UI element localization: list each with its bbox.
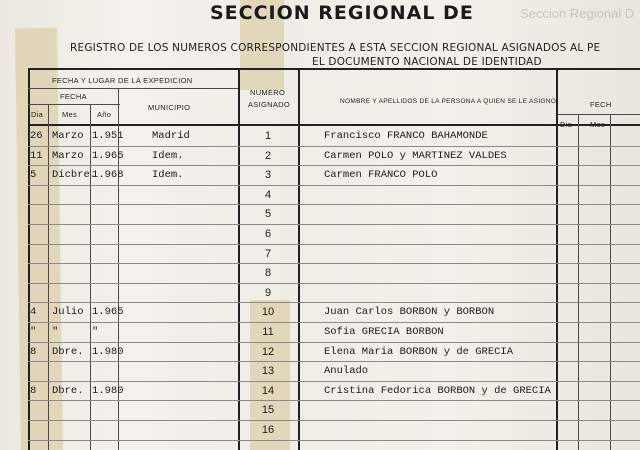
cell-numero: 10 bbox=[261, 306, 275, 319]
cell-municipio: Madrid bbox=[152, 130, 190, 142]
cell-numero: 13 bbox=[261, 365, 275, 378]
divider bbox=[558, 114, 640, 115]
row-divider bbox=[28, 244, 640, 245]
row-divider bbox=[28, 204, 640, 205]
cell-dia: 4 bbox=[30, 306, 37, 319]
header-bottom-border bbox=[28, 124, 640, 126]
row-divider bbox=[28, 302, 640, 303]
col-header-dia: Dia bbox=[31, 110, 44, 119]
cell-dia: 8 bbox=[30, 345, 37, 358]
faded-show-through-text: Seccion Regional D bbox=[520, 6, 635, 21]
cell-numero: 9 bbox=[264, 286, 272, 299]
cell-municipio: Idem. bbox=[152, 149, 184, 162]
cell-numero: 4 bbox=[264, 188, 272, 201]
row-divider bbox=[28, 165, 640, 166]
cell-anio: 1.951 bbox=[92, 130, 124, 142]
row-divider bbox=[28, 400, 640, 401]
cell-mes: Marzo bbox=[52, 130, 84, 142]
cell-dia: 26 bbox=[30, 130, 43, 142]
divider bbox=[28, 88, 238, 89]
col-header-dia-right: Dia bbox=[560, 120, 573, 129]
cell-nombre: Carmen POLO y MARTINEZ VALDES bbox=[324, 149, 507, 162]
cell-mes: Julio bbox=[52, 306, 84, 319]
col-header-mes-right: Mes bbox=[590, 120, 606, 129]
cell-numero: 7 bbox=[264, 247, 272, 260]
cell-municipio: Idem. bbox=[152, 169, 184, 182]
register-description: REGISTRO DE LOS NUMEROS CORRESPONDIENTES A ESTA SECCION REGIONAL ASIGNADOS AL PE bbox=[70, 42, 601, 54]
cell-nombre: Cristina Fedorica BORBON y de GRECIA bbox=[324, 384, 551, 397]
row-divider bbox=[28, 440, 640, 441]
cell-dia: 8 bbox=[30, 384, 37, 397]
cell-anio: " bbox=[92, 326, 99, 338]
cell-anio: 1.980 bbox=[92, 345, 124, 358]
col-header-nombre: NOMBRE Y APELLIDOS DE LA PERSONA A QUIEN SE LE ASIGNO bbox=[340, 98, 557, 105]
cell-numero: 2 bbox=[264, 149, 272, 162]
row-divider bbox=[28, 342, 640, 343]
cell-numero: 11 bbox=[262, 326, 274, 338]
cell-mes: Marzo bbox=[52, 149, 84, 162]
cell-nombre: Carmen FRANCO POLO bbox=[324, 169, 438, 182]
col-header-fecha-right: FECH bbox=[590, 100, 612, 109]
cell-dia: 5 bbox=[30, 169, 37, 182]
register-description-2: EL DOCUMENTO NACIONAL DE IDENTIDAD bbox=[312, 56, 542, 68]
row-divider bbox=[28, 283, 640, 284]
cell-numero: 15 bbox=[261, 404, 275, 417]
col-header-fecha: FECHA bbox=[60, 92, 87, 101]
col-header-numero: NUMERO bbox=[250, 88, 286, 97]
cell-anio: 1.980 bbox=[92, 384, 124, 397]
cell-anio: 1.965 bbox=[92, 306, 124, 319]
cell-nombre: Francisco FRANCO BAHAMONDE bbox=[324, 130, 488, 142]
row-divider bbox=[28, 420, 640, 421]
row-divider bbox=[28, 381, 640, 382]
col-header-municipio: MUNICIPIO bbox=[148, 103, 191, 112]
col-header-fecha-lugar: FECHA Y LUGAR DE LA EXPEDICION bbox=[52, 76, 193, 85]
col-header-anio: Año bbox=[97, 110, 112, 119]
cell-numero: 14 bbox=[261, 384, 275, 397]
cell-mes: " bbox=[52, 326, 59, 338]
row-divider bbox=[28, 322, 640, 323]
page-title: SECCION REGIONAL DE bbox=[210, 2, 474, 24]
cell-numero: 3 bbox=[264, 169, 272, 182]
cell-nombre: Anulado bbox=[324, 365, 369, 378]
cell-numero: 1 bbox=[264, 130, 272, 142]
cell-nombre: Elena Maria BORBON y de GRECIA bbox=[324, 345, 514, 358]
cell-numero: 16 bbox=[261, 424, 275, 436]
row-divider bbox=[28, 146, 640, 147]
row-divider bbox=[28, 361, 640, 362]
cell-nombre: Juan Carlos BORBON y BORBON bbox=[324, 306, 495, 319]
row-divider bbox=[28, 263, 640, 264]
cell-numero: 6 bbox=[264, 228, 272, 240]
cell-nombre: Sofia GRECIA BORBON bbox=[324, 326, 444, 338]
cell-anio: 1.965 bbox=[92, 149, 124, 162]
cell-numero: 8 bbox=[264, 267, 272, 280]
cell-anio: 1.968 bbox=[92, 169, 124, 182]
col-divider bbox=[48, 104, 49, 450]
col-header-asignado: ASIGNADO bbox=[248, 100, 290, 109]
col-divider bbox=[298, 68, 300, 450]
col-header-mes: Mes bbox=[62, 110, 78, 119]
table-top-border bbox=[28, 68, 640, 70]
cell-numero: 5 bbox=[264, 208, 272, 221]
col-divider bbox=[90, 104, 91, 450]
divider bbox=[28, 104, 120, 105]
row-divider bbox=[28, 185, 640, 186]
cell-mes: Dbre. bbox=[52, 384, 84, 397]
cell-mes: Dbre. bbox=[52, 345, 84, 358]
cell-dia: 11 bbox=[30, 149, 43, 162]
cell-dia: " bbox=[30, 326, 37, 338]
col-divider bbox=[238, 68, 240, 450]
row-divider bbox=[28, 224, 640, 225]
cell-mes: Dicbre. bbox=[52, 169, 97, 182]
col-divider bbox=[556, 68, 558, 450]
cell-numero: 12 bbox=[261, 345, 275, 358]
